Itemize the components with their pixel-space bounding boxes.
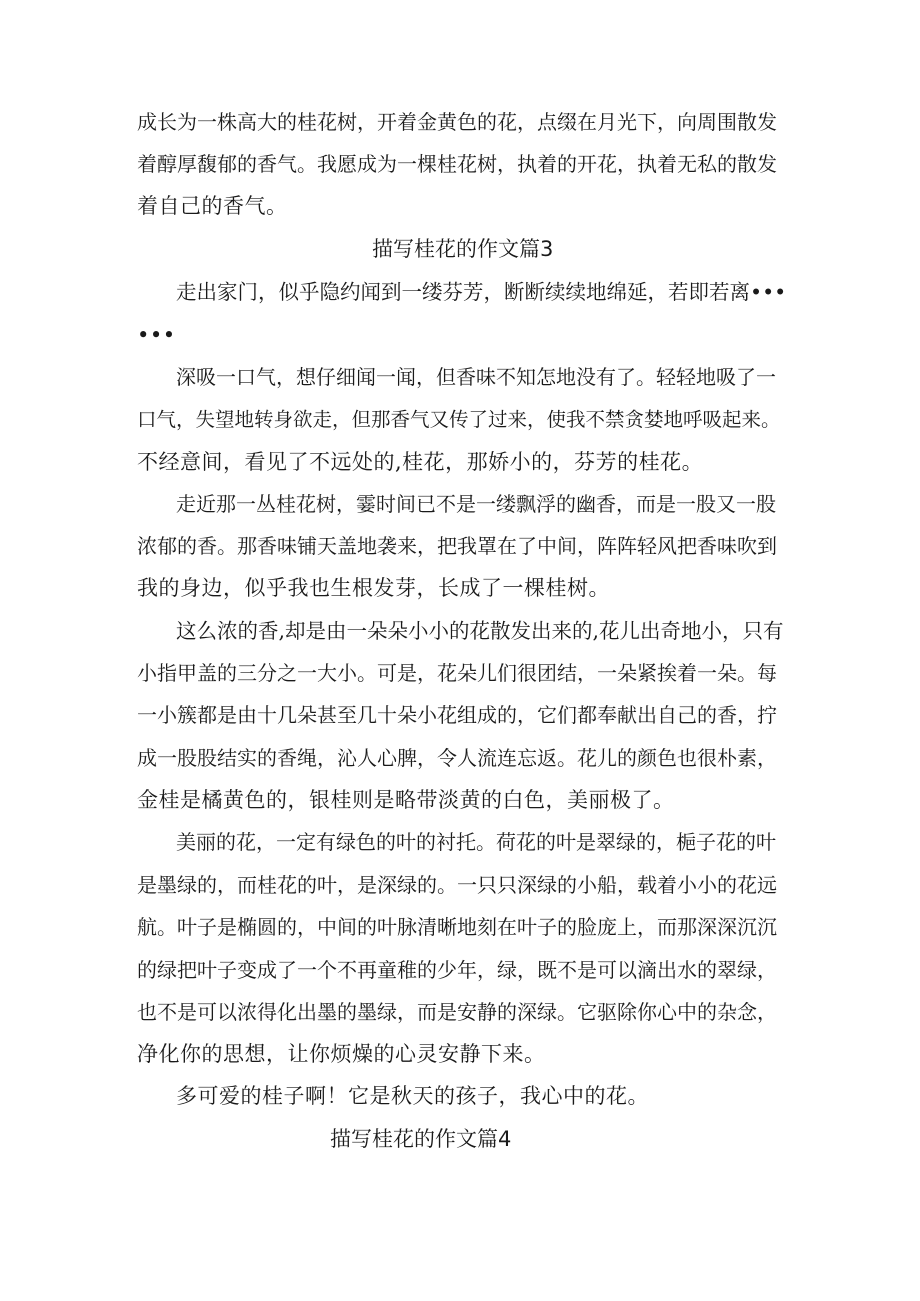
paragraph-line: 走出家门，似乎隐约闻到一缕芬芳，断断续续地绵延，若即若离••• bbox=[176, 280, 787, 304]
paragraph-line: 净化你的思想，让你烦燥的心灵安静下来。 bbox=[137, 1042, 546, 1066]
paragraph-line: 是墨绿的，而桂花的叶，是深绿的。一只只深绿的小船，载着小小的花远 bbox=[137, 873, 777, 897]
paragraph-line: 着醇厚馥郁的香气。我愿成为一棵桂花树，执着的开花，执着无私的散发 bbox=[137, 152, 777, 176]
paragraph-line: 我的身边，似乎我也生根发芽，长成了一棵桂树。 bbox=[137, 576, 610, 600]
paragraph-line: ••• bbox=[137, 323, 176, 347]
paragraph-line: 不经意间，看见了不远处的,桂花，那娇小的，芬芳的桂花。 bbox=[137, 450, 704, 474]
paragraph-line: 多可爱的桂子啊！它是秋天的孩子，我心中的花。 bbox=[176, 1084, 649, 1108]
paragraph-line: 一小簇都是由十几朵甚至几十朵小花组成的，它们都奉献出自己的香，拧 bbox=[137, 703, 777, 727]
paragraph-line: 小指甲盖的三分之一大小。可是，花朵儿们很团结，一朵紧挨着一朵。每 bbox=[137, 661, 777, 685]
paragraph-line: 也不是可以浓得化出墨的墨绿，而是安静的深绿。它驱除你心中的杂念， bbox=[137, 1000, 777, 1024]
paragraph-line: 美丽的花，一定有绿色的叶的衬托。荷花的叶是翠绿的，梔子花的叶 bbox=[176, 830, 776, 854]
section-heading-4: 描写桂花的作文篇4 bbox=[330, 1127, 512, 1151]
paragraph-line: 成一股股结实的香绳，沁人心脾，令人流连忘返。花儿的颜色也很朴素， bbox=[137, 746, 777, 770]
section-heading-3: 描写桂花的作文篇3 bbox=[372, 237, 554, 261]
paragraph-line: 深吸一口气，想仔细闻一闻，但香味不知怎地没有了。轻轻地吸了一 bbox=[176, 365, 776, 389]
paragraph-line: 口气，失望地转身欲走，但那香气又传了过来，使我不禁贪婪地呼吸起来。 bbox=[137, 408, 781, 431]
paragraph-line: 成长为一株高大的桂花树，开着金黄色的花，点缀在月光下，向周围散发 bbox=[137, 110, 777, 134]
paragraph-line: 的绿把叶子变成了一个不再童稚的少年，绿，既不是可以滴出水的翠绿， bbox=[137, 958, 777, 982]
paragraph-line: 金桂是橘黄色的，银桂则是略带淡黄的白色，美丽极了。 bbox=[137, 788, 675, 812]
paragraph-line: 这么浓的香,却是由一朵朵小小的花散发出来的,花儿出奇地小，只有 bbox=[176, 619, 784, 643]
paragraph-line: 浓郁的香。那香味铺天盖地袭来，把我罩在了中间，阵阵轻风把香味吹到 bbox=[137, 534, 777, 558]
paragraph-line: 航。叶子是椭圆的，中间的叶脉清晰地刻在叶子的脸庞上，而那深深沉沉 bbox=[137, 915, 777, 939]
paragraph-line: 着自己的香气。 bbox=[137, 194, 288, 218]
paragraph-line: 走近那一丛桂花树，霎时间已不是一缕飘浮的幽香，而是一股又一股 bbox=[176, 492, 776, 516]
